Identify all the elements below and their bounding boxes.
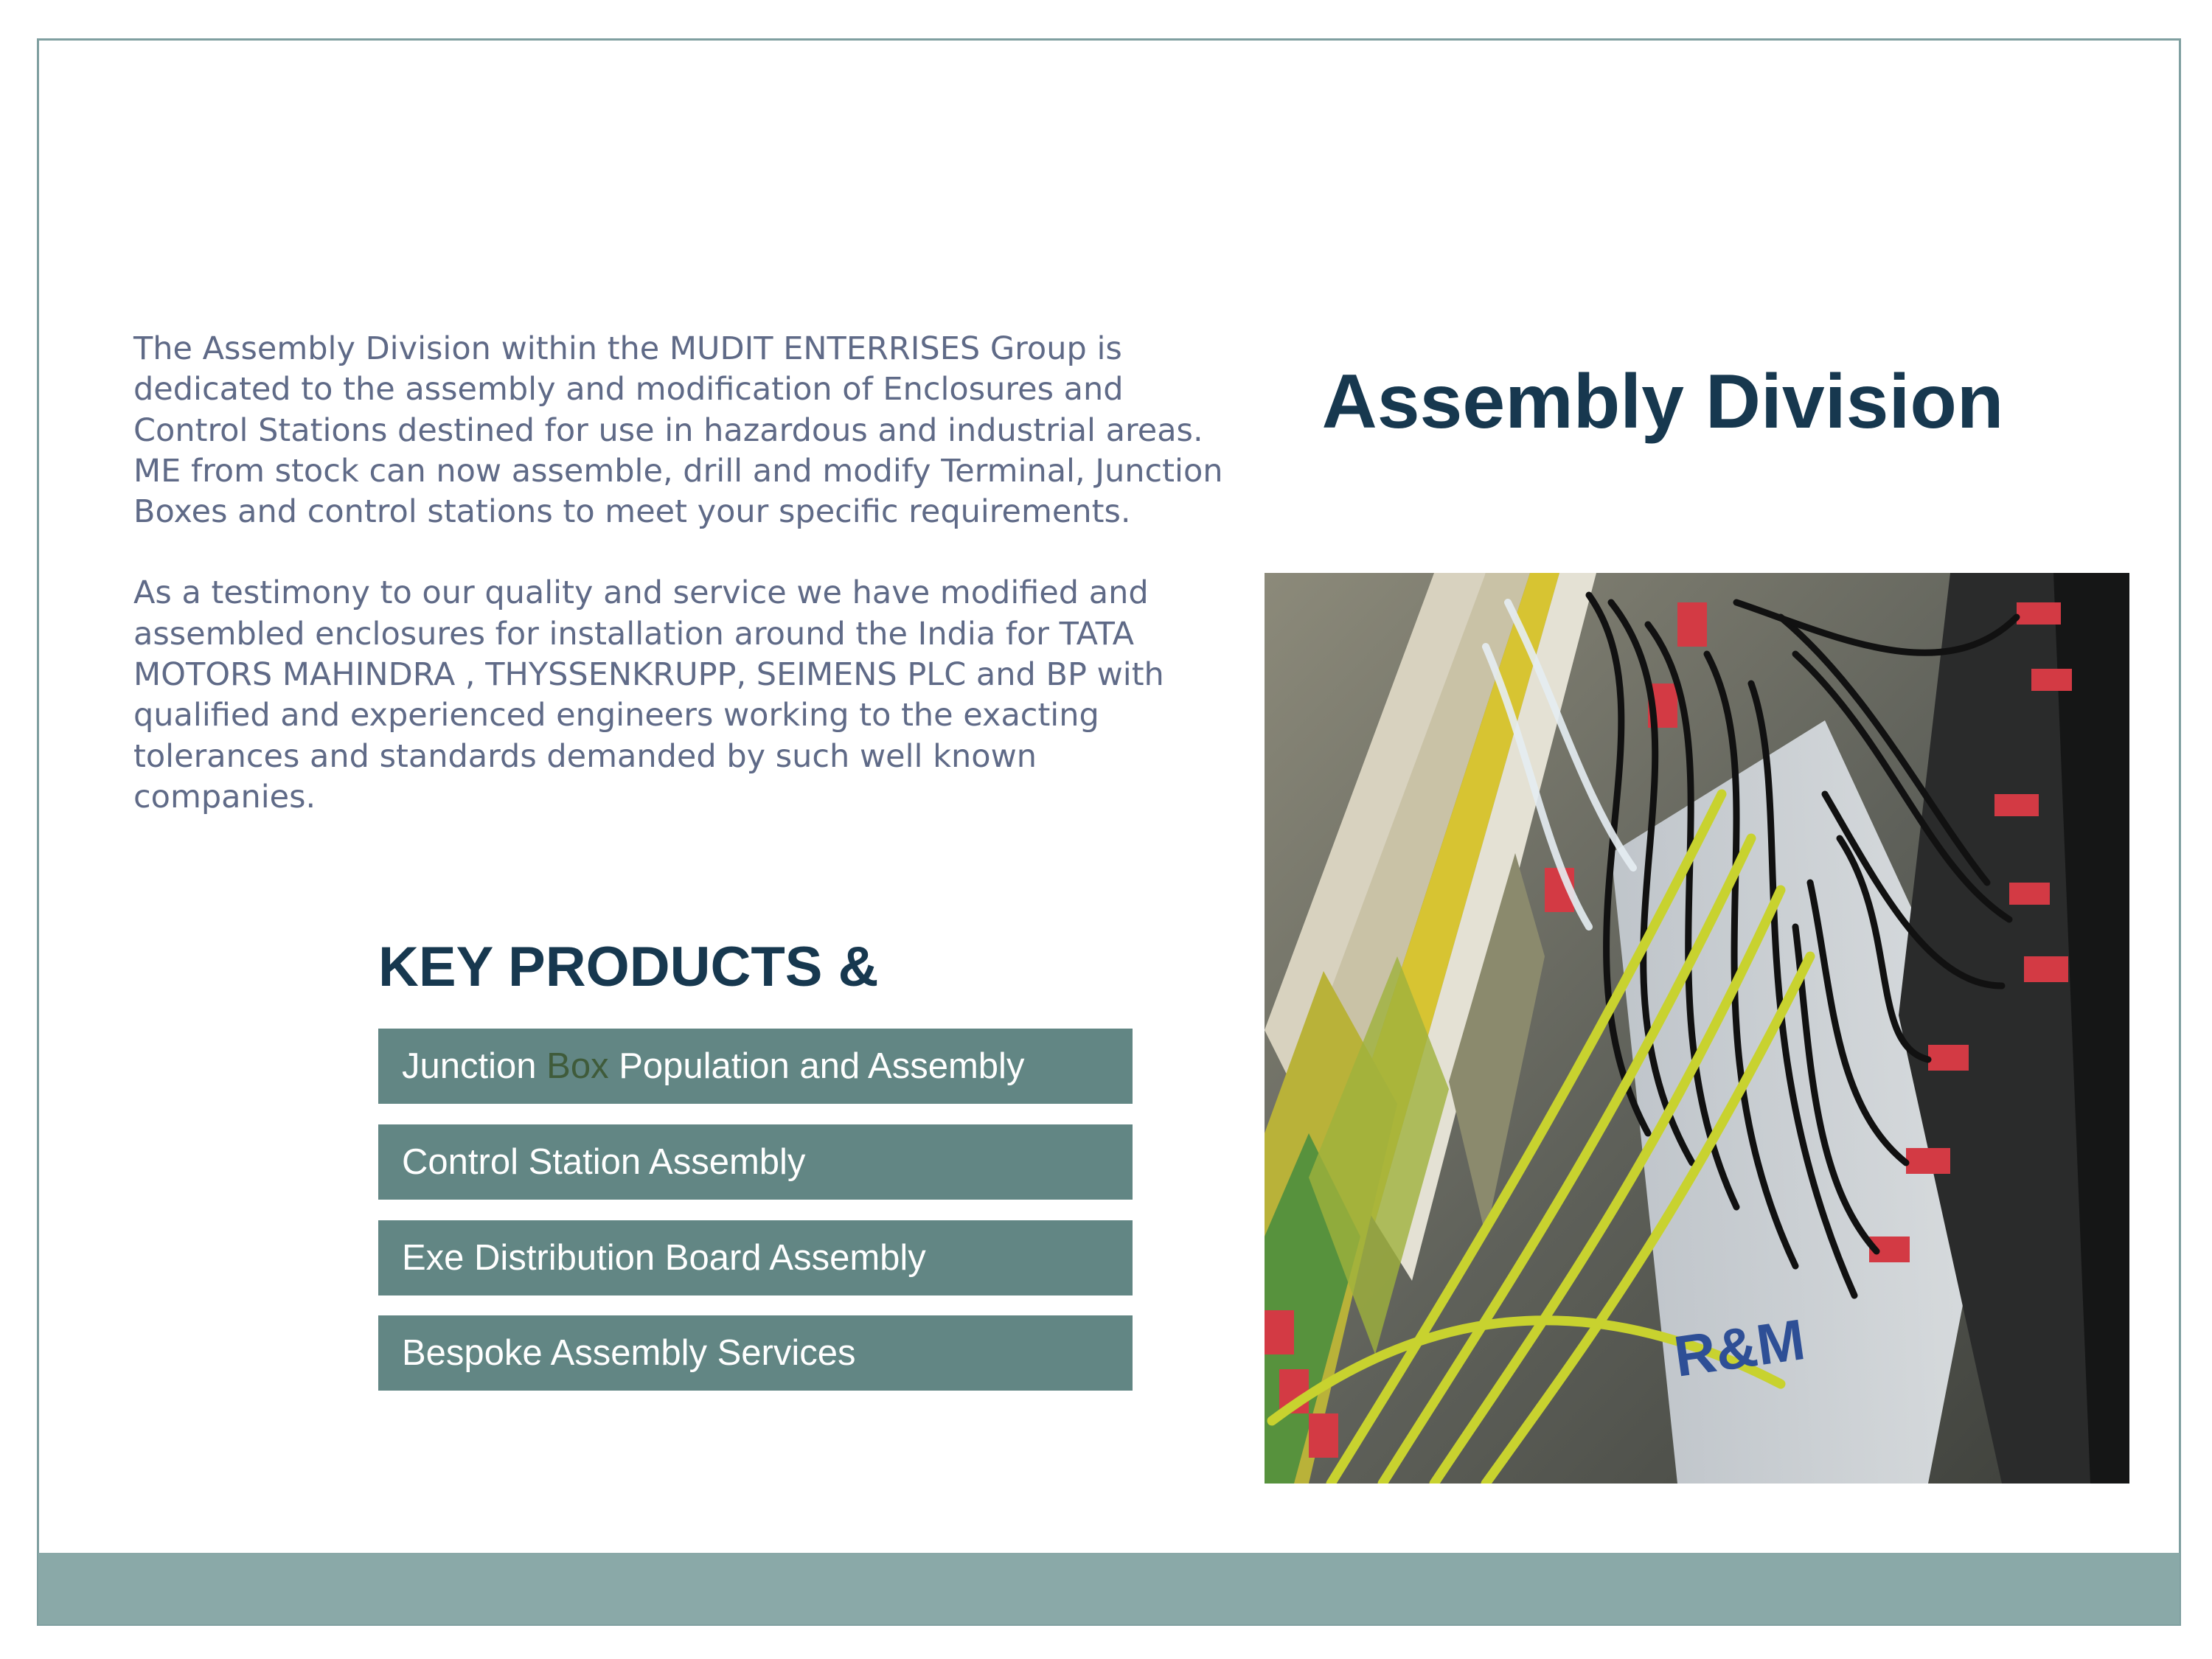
product-label-part-1: Junction [402, 1046, 537, 1086]
key-products-heading: KEY PRODUCTS & [378, 936, 879, 998]
intro-paragraph-1: The Assembly Division within the MUDIT ENTERRISES Group is dedicated to the assembly and modification of Enclosures and Control Stations destined for use in hazardous and industrial areas. ME from stock can now assemble, drill and modify Terminal, Junction Boxes and control stations to meet your specific requirements. [133, 330, 1223, 531]
intro-text [133, 329, 1225, 818]
product-junction-box[interactable] [378, 1029, 1133, 1104]
product-distribution-board[interactable] [378, 1220, 1133, 1295]
page-title: Assembly Division [1321, 359, 2004, 445]
product-bespoke-services[interactable] [378, 1315, 1133, 1391]
product-label-part-2: Box [546, 1046, 609, 1086]
product-label: Bespoke Assembly Services [402, 1333, 856, 1373]
product-label: Exe Distribution Board Assembly [402, 1238, 926, 1278]
wiring-photo [1265, 573, 2129, 1484]
product-label: Control Station Assembly [402, 1142, 806, 1182]
product-control-station[interactable] [378, 1124, 1133, 1200]
product-label-part-3: Population and Assembly [619, 1046, 1025, 1086]
photo-logo-text: R&M [1670, 1306, 1809, 1389]
intro-paragraph-2: As a testimony to our quality and service we have modified and assembled enclosures for installation around the India for TATA MOTORS MAHINDRA , THYSSENKRUPP, SEIMENS PLC and BP with qualified and experienced engineers working to the exacting tolerances and standards demanded by such well known companies. [133, 574, 1164, 815]
footer-band [38, 1553, 2180, 1624]
